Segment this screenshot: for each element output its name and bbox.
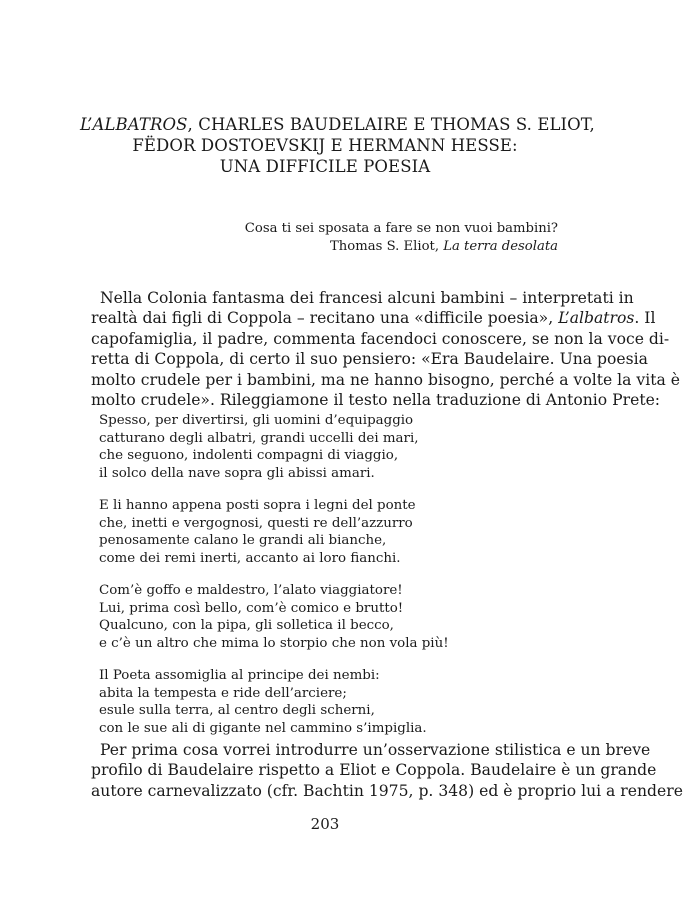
poem-line: e c’è un altro che mima lo storpio che non vola più! — [99, 635, 449, 651]
paragraph-1 — [91, 288, 680, 410]
poem-line: Com’è goffo e maldestro, l’alato viaggiatore! — [99, 583, 403, 598]
poem-line: abita la tempesta e ride dell’arciere; — [99, 685, 347, 701]
poem-line: il solco della nave sopra gli abissi amari. — [99, 465, 375, 481]
poem-line: con le sue ali di gigante nel cammino s’impiglia. — [99, 720, 427, 736]
paragraph-1-line-4: retta di Coppola, di certo il suo pensiero: «Era Baudelaire. Una poesia — [91, 350, 648, 369]
chapter-title — [80, 114, 595, 177]
title-line-1 — [80, 114, 595, 135]
title-italic-work: L’ALBATROS — [80, 115, 188, 134]
paragraph-1-italic-work: L’albatros — [558, 309, 635, 328]
epigraph-author: Thomas S. Eliot, — [330, 239, 440, 254]
epigraph — [245, 220, 558, 256]
epigraph-attribution — [245, 238, 558, 256]
poem-line: Lui, prima così bello, com’è comico e brutto! — [99, 600, 404, 616]
poem-stanza — [99, 412, 449, 482]
paragraph-1-line-1: Nella Colonia fantasma dei francesi alcuni bambini – interpretati in — [100, 289, 634, 307]
paragraph-2 — [91, 740, 683, 801]
poem-stanza — [99, 497, 449, 567]
title-line-3: UNA DIFFICILE POESIA — [219, 157, 431, 176]
paragraph-1-line-2 — [91, 308, 656, 328]
epigraph-quote: Cosa ti sei sposata a fare se non vuoi bambini? — [244, 221, 558, 236]
poem-line: Il Poeta assomiglia al principe dei nembi: — [99, 668, 380, 683]
title-line-1-rest: , CHARLES BAUDELAIRE E THOMAS S. ELIOT, — [187, 115, 595, 134]
poem-line: Qualcuno, con la pipa, gli solletica il becco, — [99, 618, 394, 633]
poem-line: esule sulla terra, al centro degli scherni, — [99, 703, 375, 718]
poem-line: penosamente calano le grandi ali bianche, — [99, 533, 387, 548]
poem-line: che, inetti e vergognosi, questi re dell’azzurro — [99, 515, 413, 531]
title-line-2: FËDOR DOSTOEVSKIJ E HERMANN HESSE: — [132, 136, 518, 155]
paragraph-1-line-2b: . Il — [634, 309, 656, 328]
epigraph-work: La terra desolata — [443, 239, 558, 254]
poem-line: Spesso, per divertirsi, gli uomini d’equipaggio — [99, 413, 414, 428]
poem-stanza — [99, 582, 449, 652]
paragraph-2-line-3: autore carnevalizzato (cfr. Bachtin 1975, p. 348) ed è proprio lui a rendere — [91, 781, 683, 800]
poem-line: come dei remi inerti, accanto ai loro fianchi. — [99, 550, 401, 566]
page-number: 203 — [310, 815, 340, 833]
poem-line: catturano degli albatri, grandi uccelli dei mari, — [99, 430, 419, 446]
paragraph-1-line-6: molto crudele». Rileggiamone il testo nella traduzione di Antonio Prete: — [91, 391, 661, 410]
paragraph-1-line-2a: realtà dai figli di Coppola – recitano una «difficile poesia», — [91, 309, 554, 328]
poem — [99, 412, 449, 752]
poem-stanza — [99, 667, 449, 737]
paragraph-2-line-2: profilo di Baudelaire rispetto a Eliot e Coppola. Baudelaire è un grande — [91, 761, 657, 780]
poem-line: che seguono, indolenti compagni di viaggio, — [99, 448, 399, 463]
paragraph-2-line-1: Per prima cosa vorrei introdurre un’osservazione stilistica e un breve — [100, 741, 651, 759]
paragraph-1-line-5: molto crudele per i bambini, ma ne hanno bisogno, perché a volte la vita è — [91, 370, 680, 389]
poem-line: E li hanno appena posti sopra i legni del ponte — [99, 498, 416, 513]
paragraph-1-line-3: capofamiglia, il padre, commenta facendoci conoscere, se non la voce di- — [91, 329, 670, 348]
